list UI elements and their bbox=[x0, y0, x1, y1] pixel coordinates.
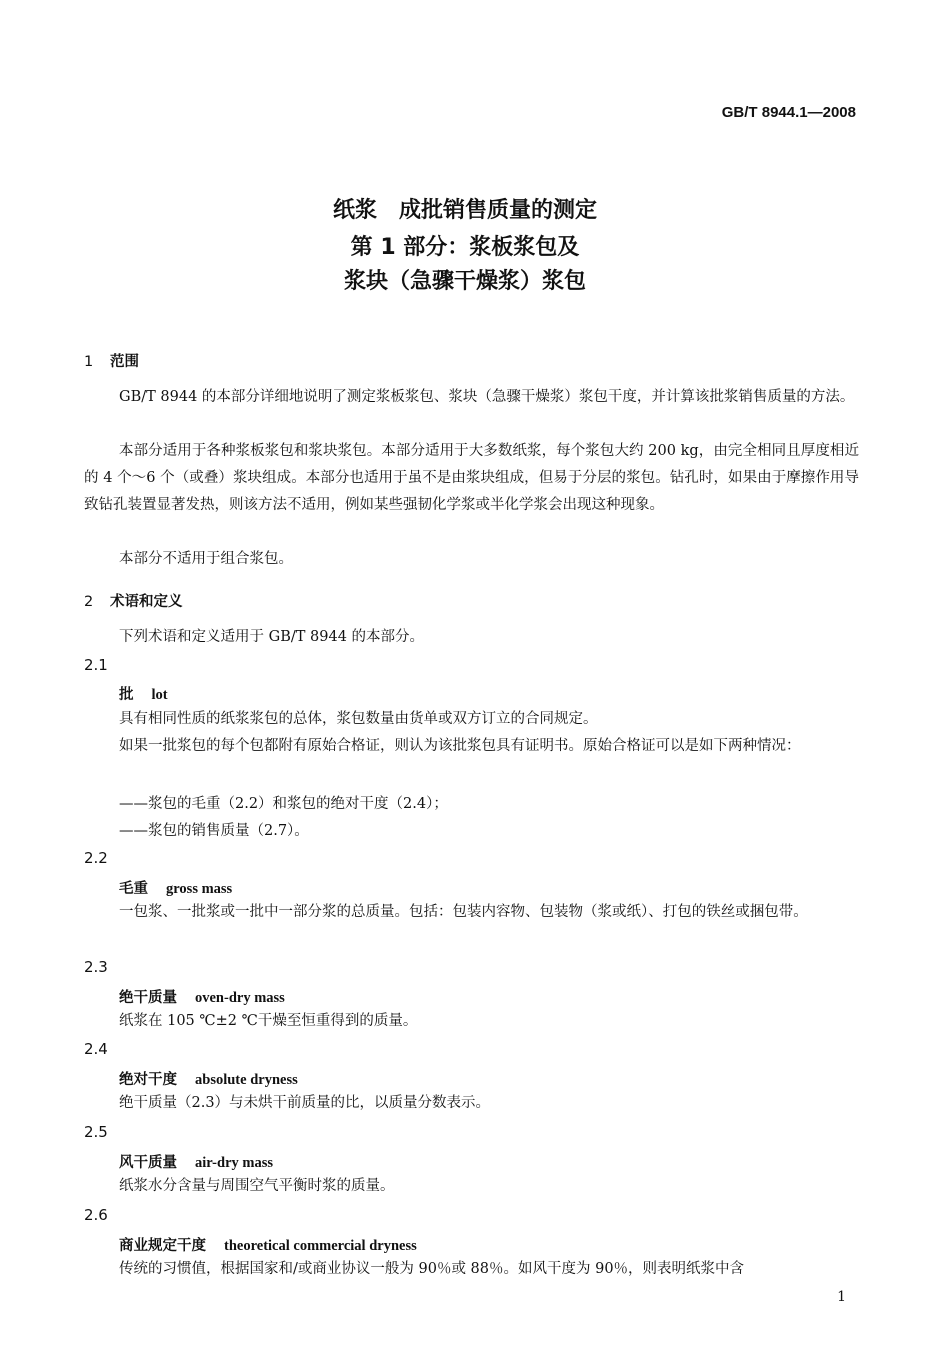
term-zh: 毛重 bbox=[119, 880, 148, 897]
term-definition: 绝干质量（2.3）与未烘干前质量的比，以质量分数表示。 bbox=[119, 1095, 491, 1111]
list-item: ——浆包的销售质量（2.7）。 bbox=[119, 823, 309, 839]
clause-number: 2.4 bbox=[84, 1040, 108, 1058]
term-definition: 具有相同性质的纸浆浆包的总体，浆包数量由货单或双方订立的合同规定。 bbox=[119, 711, 598, 727]
section-title: 术语和定义 bbox=[110, 594, 183, 610]
page-title-line-1: 纸浆 成批销售质量的测定 bbox=[332, 198, 597, 223]
term-zh: 商业规定干度 bbox=[119, 1237, 206, 1254]
term-heading bbox=[119, 1234, 417, 1255]
section-number: 1 bbox=[84, 354, 94, 370]
clause-number: 2.1 bbox=[84, 656, 108, 674]
section-1-paragraph-3: 本部分不适用于组合浆包。 bbox=[119, 551, 293, 567]
term-zh: 风干质量 bbox=[119, 1154, 177, 1171]
page-number: 1 bbox=[837, 1289, 846, 1305]
term-heading bbox=[119, 1068, 298, 1089]
term-heading bbox=[119, 877, 232, 898]
term-heading bbox=[119, 1151, 273, 1172]
list-item: ——浆包的毛重（2.2）和浆包的绝对干度（2.4）； bbox=[119, 796, 448, 812]
term-en: air-dry mass bbox=[195, 1155, 273, 1171]
term-definition: 传统的习惯值，根据国家和/或商业协议一般为 90％或 88％。如风干度为 90％，则表明纸浆中含 bbox=[119, 1261, 745, 1277]
term-zh: 绝对干度 bbox=[119, 1071, 177, 1088]
term-definition: 一包浆、一批浆或一批中一部分浆的总质量。包括：包装内容物、包装物（浆或纸）、打包的铁丝或捆包带。 bbox=[119, 904, 808, 920]
term-definition: 如果一批浆包的每个包都附有原始合格证，则认为该批浆包具有证明书。原始合格证可以是如下两种情况： bbox=[119, 738, 801, 754]
term-heading bbox=[119, 986, 285, 1007]
section-2-heading bbox=[84, 590, 183, 611]
clause-number: 2.6 bbox=[84, 1206, 108, 1224]
section-1-heading bbox=[84, 350, 139, 371]
clause-number: 2.2 bbox=[84, 849, 108, 867]
page-title-line-3: 浆块（急骤干燥浆）浆包 bbox=[343, 269, 586, 294]
term-en: absolute dryness bbox=[195, 1072, 298, 1088]
section-2-intro: 下列术语和定义适用于 GB/T 8944 的本部分。 bbox=[119, 629, 425, 645]
section-1-paragraph-2: 本部分适用于各种浆板浆包和浆块浆包。本部分适用于大多数纸浆，每个浆包大约 200 kg，由完全相同且厚度相近的 4 个～6 个（或叠）浆块组成。本部分也适用于虽不是由浆块组成，但易于分层的浆包。钻孔时，如果由于摩擦作用导致钻孔装置显著发热，则该方法不适用，例如某些强韧化学浆或半化学浆会出现这种现象。 bbox=[84, 443, 859, 513]
term-zh: 绝干质量 bbox=[119, 989, 177, 1006]
section-title: 范围 bbox=[110, 354, 139, 370]
section-1-paragraph-1: GB/T 8944 的本部分详细地说明了测定浆板浆包、浆块（急骤干燥浆）浆包干度，并计算该批浆销售质量的方法。 bbox=[119, 389, 855, 405]
term-definition: 纸浆在 105 ℃±2 ℃干燥至恒重得到的质量。 bbox=[119, 1013, 418, 1029]
term-heading bbox=[119, 683, 168, 704]
clause-number: 2.5 bbox=[84, 1123, 108, 1141]
clause-number: 2.3 bbox=[84, 958, 108, 976]
term-en: gross mass bbox=[166, 881, 233, 897]
term-zh: 批 bbox=[119, 686, 134, 703]
term-en: lot bbox=[151, 687, 168, 703]
term-en: theoretical commercial dryness bbox=[224, 1238, 417, 1254]
section-number: 2 bbox=[84, 594, 94, 610]
term-en: oven-dry mass bbox=[195, 990, 285, 1006]
standard-number: GB/T 8944.1—2008 bbox=[721, 104, 856, 121]
page-title-line-2: 第 1 部分：浆板浆包及 bbox=[350, 235, 580, 260]
term-definition: 纸浆水分含量与周围空气平衡时浆的质量。 bbox=[119, 1178, 395, 1194]
